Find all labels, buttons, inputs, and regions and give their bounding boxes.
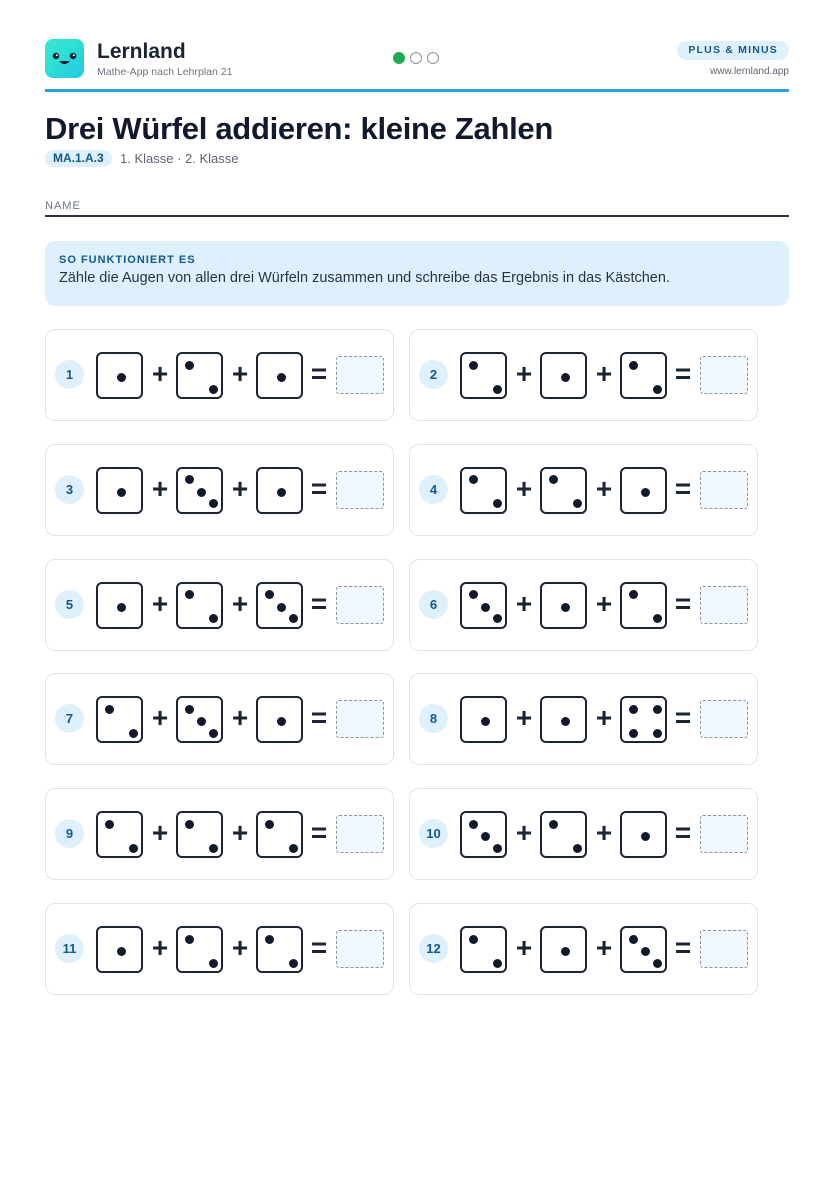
die-pip	[105, 820, 114, 829]
die-face-1	[256, 352, 303, 399]
die-pip	[493, 959, 502, 968]
equals-sign: =	[310, 702, 328, 734]
equals-sign: =	[674, 472, 692, 504]
die-pip	[265, 820, 274, 829]
die-face-2	[460, 352, 507, 399]
name-label: NAME	[45, 200, 81, 212]
die-pip	[469, 475, 478, 484]
exercise-number: 12	[419, 934, 448, 963]
die-pip	[653, 614, 662, 623]
brand-subtitle: Mathe-App nach Lehrplan 21	[97, 66, 233, 78]
answer-box[interactable]	[700, 586, 748, 624]
exercise-card	[409, 444, 758, 536]
die-pip	[209, 844, 218, 853]
plus-sign: +	[151, 702, 169, 734]
answer-box[interactable]	[336, 471, 384, 509]
page-header	[45, 39, 789, 93]
plus-sign: +	[151, 472, 169, 504]
exercise-number: 4	[419, 475, 448, 504]
die-pip	[209, 385, 218, 394]
die-pip	[185, 361, 194, 370]
die-face-2	[176, 811, 223, 858]
die-face-1	[540, 352, 587, 399]
die-face-2	[256, 811, 303, 858]
die-face-2	[460, 926, 507, 973]
die-face-3	[176, 696, 223, 743]
exercise-number: 6	[419, 590, 448, 619]
die-face-2	[460, 467, 507, 514]
exercise-card	[409, 903, 758, 995]
answer-box[interactable]	[700, 815, 748, 853]
die-pip	[105, 705, 114, 714]
answer-box[interactable]	[336, 356, 384, 394]
die-pip	[117, 488, 126, 497]
die-face-1	[96, 582, 143, 629]
die-pip	[481, 603, 490, 612]
plus-sign: +	[151, 817, 169, 849]
die-pip	[641, 488, 650, 497]
die-pip	[117, 603, 126, 612]
die-pip	[265, 935, 274, 944]
exercise-number: 9	[55, 819, 84, 848]
answer-box[interactable]	[700, 471, 748, 509]
plus-sign: +	[231, 587, 249, 619]
answer-box[interactable]	[336, 930, 384, 968]
answer-box[interactable]	[336, 815, 384, 853]
answer-box[interactable]	[336, 586, 384, 624]
die-pip	[209, 959, 218, 968]
equals-sign: =	[674, 587, 692, 619]
die-face-2	[540, 811, 587, 858]
plus-sign: +	[595, 817, 613, 849]
equals-sign: =	[310, 817, 328, 849]
die-pip	[289, 959, 298, 968]
equals-sign: =	[310, 587, 328, 619]
die-pip	[493, 385, 502, 394]
plus-sign: +	[151, 587, 169, 619]
die-pip	[277, 373, 286, 382]
die-face-2	[176, 352, 223, 399]
die-pip	[549, 820, 558, 829]
die-pip	[289, 844, 298, 853]
die-pip	[629, 361, 638, 370]
die-pip	[129, 844, 138, 853]
plus-sign: +	[515, 587, 533, 619]
die-pip	[209, 499, 218, 508]
die-pip	[117, 373, 126, 382]
die-face-3	[460, 811, 507, 858]
exercise-card	[45, 444, 394, 536]
die-pip	[185, 475, 194, 484]
die-pip	[197, 488, 206, 497]
die-pip	[481, 832, 490, 841]
plus-sign: +	[515, 702, 533, 734]
die-pip	[629, 590, 638, 599]
answer-box[interactable]	[336, 700, 384, 738]
exercise-card	[409, 788, 758, 880]
instructions-box	[45, 241, 789, 306]
die-face-3	[176, 467, 223, 514]
instructions-text: Zähle die Augen von allen drei Würfeln zusammen und schreibe das Ergebnis in das Kästchen.	[59, 270, 670, 286]
die-pip	[629, 935, 638, 944]
die-pip	[209, 729, 218, 738]
plus-sign: +	[515, 817, 533, 849]
die-pip	[209, 614, 218, 623]
exercise-card	[45, 903, 394, 995]
exercise-card	[409, 559, 758, 651]
die-pip	[573, 499, 582, 508]
plus-sign: +	[231, 358, 249, 389]
plus-sign: +	[595, 587, 613, 619]
die-pip	[117, 947, 126, 956]
plus-sign: +	[595, 358, 613, 389]
die-pip	[185, 935, 194, 944]
equals-sign: =	[674, 932, 692, 963]
exercise-number: 2	[419, 360, 448, 389]
die-pip	[129, 729, 138, 738]
smiley-face-icon	[45, 39, 84, 78]
plus-sign: +	[231, 702, 249, 734]
die-face-2	[96, 696, 143, 743]
progress-dot-active	[393, 52, 405, 64]
die-pip	[469, 935, 478, 944]
die-pip	[549, 475, 558, 484]
instructions-heading: SO FUNKTIONIERT ES	[59, 254, 196, 266]
progress-dot	[427, 52, 439, 64]
die-pip	[197, 717, 206, 726]
die-face-1	[96, 467, 143, 514]
die-pip	[573, 844, 582, 853]
die-pip	[481, 717, 490, 726]
die-pip	[277, 603, 286, 612]
die-pip	[265, 590, 274, 599]
equals-sign: =	[310, 472, 328, 504]
exercise-number: 11	[55, 934, 84, 963]
die-pip	[277, 488, 286, 497]
die-pip	[493, 614, 502, 623]
exercise-number: 3	[55, 475, 84, 504]
die-pip	[469, 361, 478, 370]
exercise-number: 1	[55, 360, 84, 389]
progress-dots	[393, 52, 439, 64]
die-pip	[653, 705, 662, 714]
die-face-2	[620, 582, 667, 629]
die-face-1	[256, 696, 303, 743]
die-face-1	[620, 811, 667, 858]
die-face-2	[96, 811, 143, 858]
die-pip	[561, 603, 570, 612]
plus-sign: +	[595, 932, 613, 963]
die-pip	[289, 614, 298, 623]
exercise-number: 10	[419, 819, 448, 848]
plus-sign: +	[515, 472, 533, 504]
equals-sign: =	[310, 358, 328, 389]
die-face-2	[540, 467, 587, 514]
plus-sign: +	[231, 817, 249, 849]
die-pip	[653, 959, 662, 968]
die-pip	[641, 947, 650, 956]
die-face-2	[256, 926, 303, 973]
die-pip	[561, 717, 570, 726]
exercise-card	[45, 559, 394, 651]
header-divider	[45, 89, 789, 92]
die-face-1	[540, 926, 587, 973]
die-pip	[653, 385, 662, 394]
exercise-card	[409, 673, 758, 765]
plus-sign: +	[515, 358, 533, 389]
die-face-1	[460, 696, 507, 743]
answer-box[interactable]	[700, 700, 748, 738]
name-field[interactable]	[45, 215, 789, 217]
die-face-1	[620, 467, 667, 514]
grade-levels: 1. Klasse · 2. Klasse	[120, 151, 239, 166]
exercise-card	[45, 673, 394, 765]
topic-badge: PLUS & MINUS	[677, 41, 789, 60]
curriculum-code-badge: MA.1.A.3	[45, 150, 112, 167]
die-face-4	[620, 696, 667, 743]
exercise-card	[45, 329, 394, 421]
die-pip	[561, 947, 570, 956]
equals-sign: =	[674, 817, 692, 849]
die-pip	[641, 832, 650, 841]
answer-box[interactable]	[700, 356, 748, 394]
die-pip	[493, 499, 502, 508]
website-url: www.lernland.app	[710, 66, 789, 77]
plus-sign: +	[231, 932, 249, 963]
die-face-1	[540, 582, 587, 629]
plus-sign: +	[151, 358, 169, 389]
die-pip	[629, 729, 638, 738]
plus-sign: +	[595, 702, 613, 734]
die-face-3	[256, 582, 303, 629]
die-face-1	[96, 352, 143, 399]
die-pip	[561, 373, 570, 382]
plus-sign: +	[515, 932, 533, 963]
die-face-1	[96, 926, 143, 973]
die-face-1	[540, 696, 587, 743]
answer-box[interactable]	[700, 930, 748, 968]
die-face-2	[176, 926, 223, 973]
die-face-1	[256, 467, 303, 514]
plus-sign: +	[595, 472, 613, 504]
die-pip	[469, 590, 478, 599]
die-face-2	[176, 582, 223, 629]
die-pip	[185, 820, 194, 829]
equals-sign: =	[674, 358, 692, 389]
die-face-2	[620, 352, 667, 399]
equals-sign: =	[310, 932, 328, 963]
die-pip	[653, 729, 662, 738]
exercise-number: 8	[419, 704, 448, 733]
progress-dot	[410, 52, 422, 64]
die-pip	[493, 844, 502, 853]
die-pip	[629, 705, 638, 714]
die-face-3	[460, 582, 507, 629]
equals-sign: =	[674, 702, 692, 734]
brand-name: Lernland	[97, 40, 186, 63]
die-pip	[277, 717, 286, 726]
exercise-number: 7	[55, 704, 84, 733]
die-pip	[469, 820, 478, 829]
die-pip	[185, 705, 194, 714]
exercise-number: 5	[55, 590, 84, 619]
worksheet-title: Drei Würfel addieren: kleine Zahlen	[45, 111, 554, 146]
exercise-card	[45, 788, 394, 880]
die-pip	[185, 590, 194, 599]
exercise-card	[409, 329, 758, 421]
plus-sign: +	[231, 472, 249, 504]
plus-sign: +	[151, 932, 169, 963]
die-face-3	[620, 926, 667, 973]
